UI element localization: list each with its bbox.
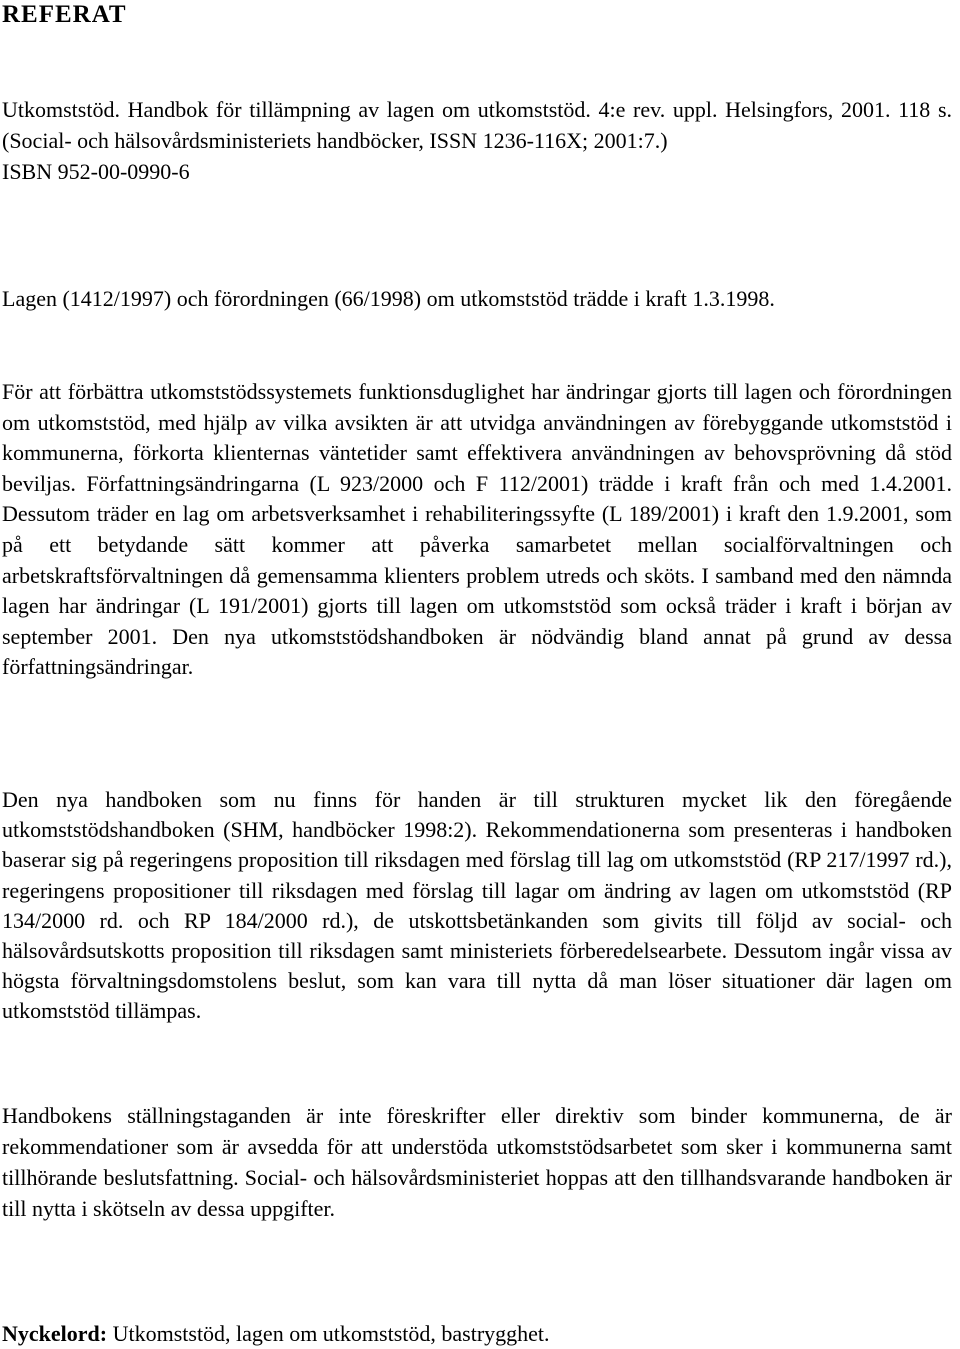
page-title: REFERAT [2, 1, 127, 28]
reference-citation: Utkomststöd. Handbok för tillämpning av lagen om utkomststöd. 4:e rev. uppl. Helsingfors, 2001. 118 s. (Social- och hälsovårdsministeriets handböcker, ISSN 1236-116X; 2001:7.) [2, 97, 952, 153]
law-note-paragraph: Lagen (1412/1997) och förordningen (66/1998) om utkomststöd trädde i kraft 1.3.1998. [2, 286, 775, 311]
keywords-label: Nyckelord: [2, 1321, 108, 1346]
body-paragraph-2: Den nya handboken som nu finns för handen är till strukturen mycket lik den föregående utkomststödshandboken (SHM, handböcker 1998:2). Rekommendationerna som presenteras i handboken baserar sig på regeringens proposition till riksdagen med förslag till lag om utkomststöd (RP 217/1997 rd.), regeringens propositioner till riksdagen med förslag till lagar om ändring av lagen om utkomststöd (RP 134/2000 rd. och RP 184/2000 rd.), de utskottsbetänkanden som givits till följd av social- och hälsovårdsutskotts proposition till riksdagen samt ministeriets förberedelsearbete. Dessutom ingår vissa av högsta förvaltningsdomstolens beslut, som kan vara till nytta då man löser situationer där lagen om utkomststöd tillämpas. [2, 787, 952, 1024]
body-paragraph-1: För att förbättra utkomststödssystemets funktionsduglighet har ändringar gjorts till lagen och förordningen om utkomststöd, med hjälp av vilka avsikten är att utvidga användningen av förebyggande utkomststöd i kommunerna, förkorta klienternas väntetider samt effektivera användningen av behovsprövning då stöd beviljas. Författningsändringarna (L 923/2000 och F 112/2001) trädde i kraft från och med 1.4.2001. Dessutom träder en lag om arbetsverksamhet i rehabiliteringssyfte (L 189/2001) i kraft den 1.9.2001, som på ett betydande sätt kommer att påverka samarbetet mellan socialförvaltningen och arbetskraftsförvaltningen då gemensamma klienters problem utreds och sköts. I samband med den nämnda lagen har ändringar (L 191/2001) gjorts till lagen om utkomststöd som också träder i kraft i början av september 2001. Den nya utkomststödshandboken är nödvändig bland annat på grund av dessa författningsändringar. [2, 379, 952, 680]
reference-isbn: ISBN 952-00-0990-6 [2, 159, 190, 184]
body-paragraph-3: Handbokens ställningstaganden är inte föreskrifter eller direktiv som binder kommunerna, de är rekommendationer som är avsedda för att understöda utkomststödsarbetet som sker i kommunerna samt tillhörande beslutsfattning. Social- och hälsovårdsministeriet hoppas att den tillhandsvarande handboken är till nytta i skötseln av dessa uppgifter. [2, 1103, 952, 1221]
keywords-text: Utkomststöd, lagen om utkomststöd, bastrygghet. [107, 1321, 550, 1346]
bibliographic-reference [2, 94, 952, 187]
keywords-line [2, 1318, 952, 1349]
